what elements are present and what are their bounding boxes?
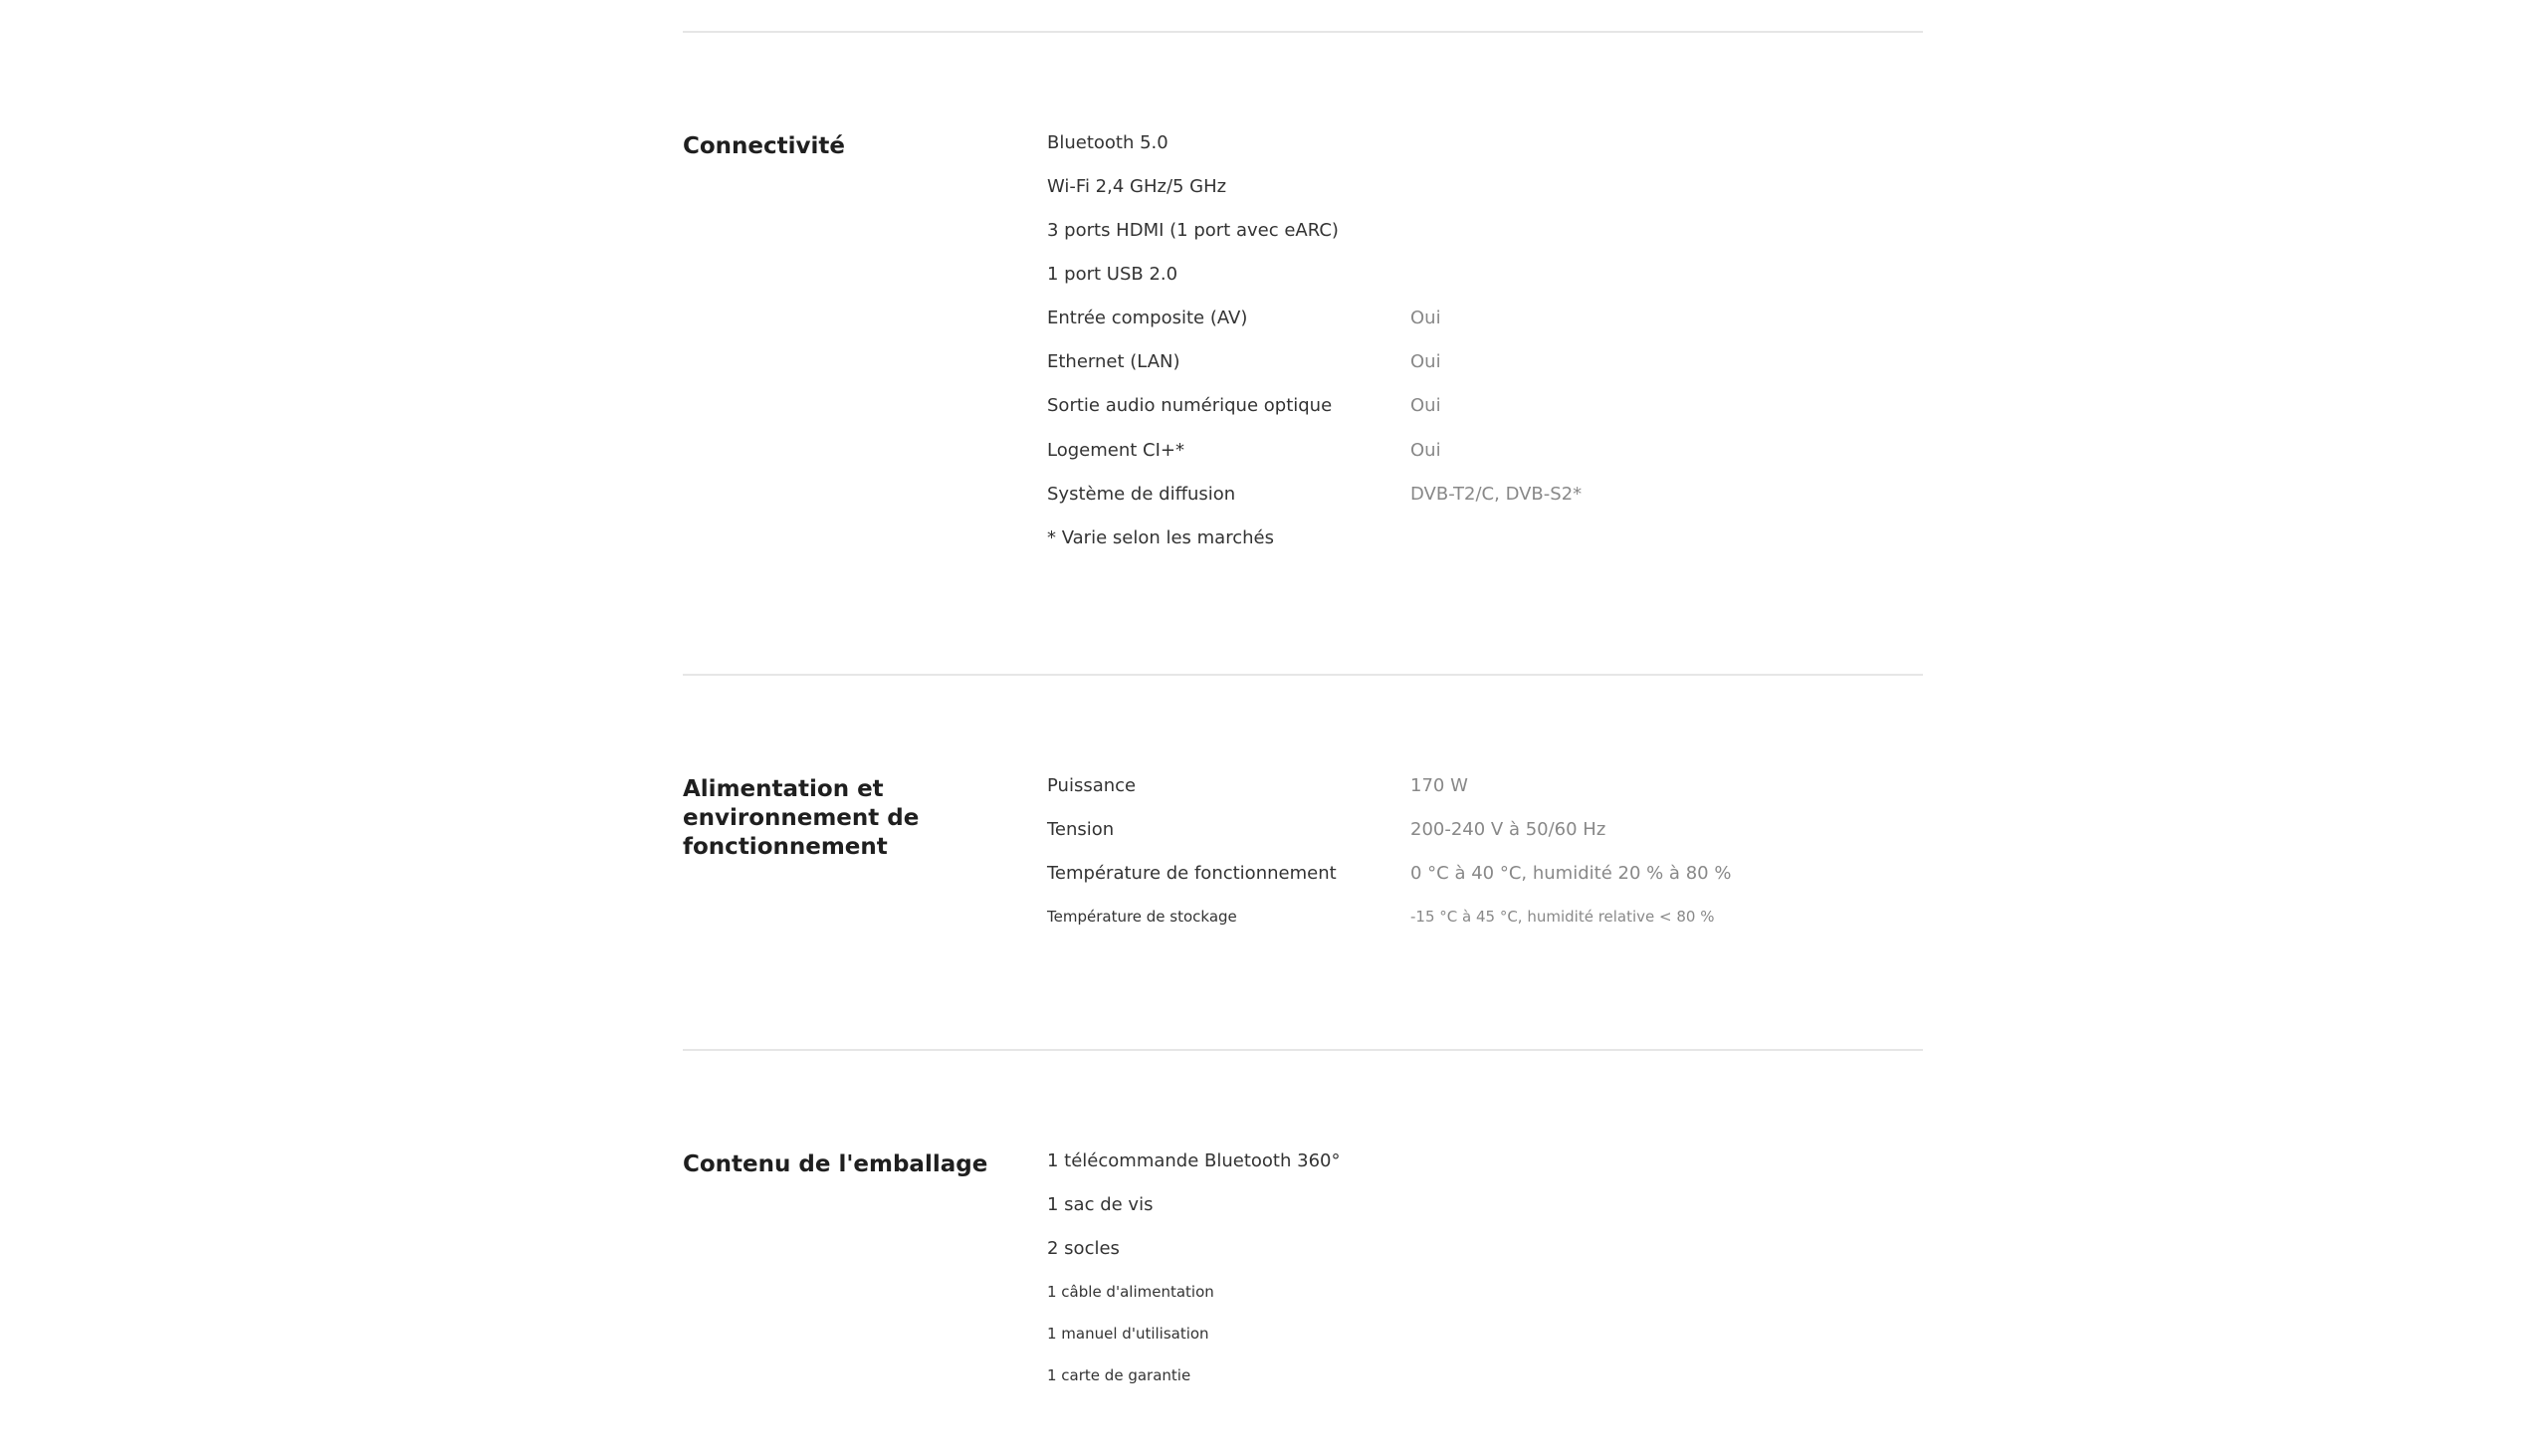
spec-value: Oui [1410, 440, 1441, 461]
spec-label: Logement CI+* [1047, 440, 1184, 461]
spec-value: 0 °C à 40 °C, humidité 20 % à 80 % [1410, 863, 1732, 884]
spec-value: 170 W [1410, 775, 1468, 796]
item-label: 2 socles [1047, 1238, 1120, 1259]
footnote-text: * Varie selon les marchés [1047, 527, 1274, 548]
spec-label: 3 ports HDMI (1 port avec eARC) [1047, 220, 1339, 241]
item-label: 1 carte de garantie [1047, 1366, 1191, 1384]
section-divider [683, 1049, 1923, 1051]
item-label: 1 télécommande Bluetooth 360° [1047, 1150, 1341, 1171]
spec-label: Entrée composite (AV) [1047, 308, 1248, 328]
item-label: 1 câble d'alimentation [1047, 1283, 1214, 1301]
spec-label: Température de fonctionnement [1047, 863, 1337, 884]
spec-label: Wi-Fi 2,4 GHz/5 GHz [1047, 176, 1227, 197]
spec-label: Bluetooth 5.0 [1047, 132, 1168, 153]
spec-value: Oui [1410, 308, 1441, 328]
section-title: Alimentation et environnement de fonctionnement [683, 776, 920, 860]
section-divider [683, 31, 1923, 33]
spec-value: 200-240 V à 50/60 Hz [1410, 819, 1606, 840]
section-divider [683, 674, 1923, 676]
spec-label: Température de stockage [1047, 908, 1237, 926]
spec-value: -15 °C à 45 °C, humidité relative < 80 % [1410, 908, 1715, 926]
section-title: Connectivité [683, 133, 846, 159]
spec-label: Puissance [1047, 775, 1137, 796]
spec-label: Sortie audio numérique optique [1047, 395, 1333, 416]
spec-label: Ethernet (LAN) [1047, 351, 1180, 372]
spec-value: DVB-T2/C, DVB-S2* [1410, 484, 1583, 505]
item-label: 1 manuel d'utilisation [1047, 1325, 1209, 1343]
spec-value: Oui [1410, 351, 1441, 372]
spec-label: Système de diffusion [1047, 484, 1236, 505]
section-title: Contenu de l'emballage [683, 1151, 988, 1177]
item-label: 1 sac de vis [1047, 1194, 1154, 1215]
spec-value: Oui [1410, 395, 1441, 416]
spec-label: 1 port USB 2.0 [1047, 264, 1178, 285]
spec-label: Tension [1047, 819, 1115, 840]
